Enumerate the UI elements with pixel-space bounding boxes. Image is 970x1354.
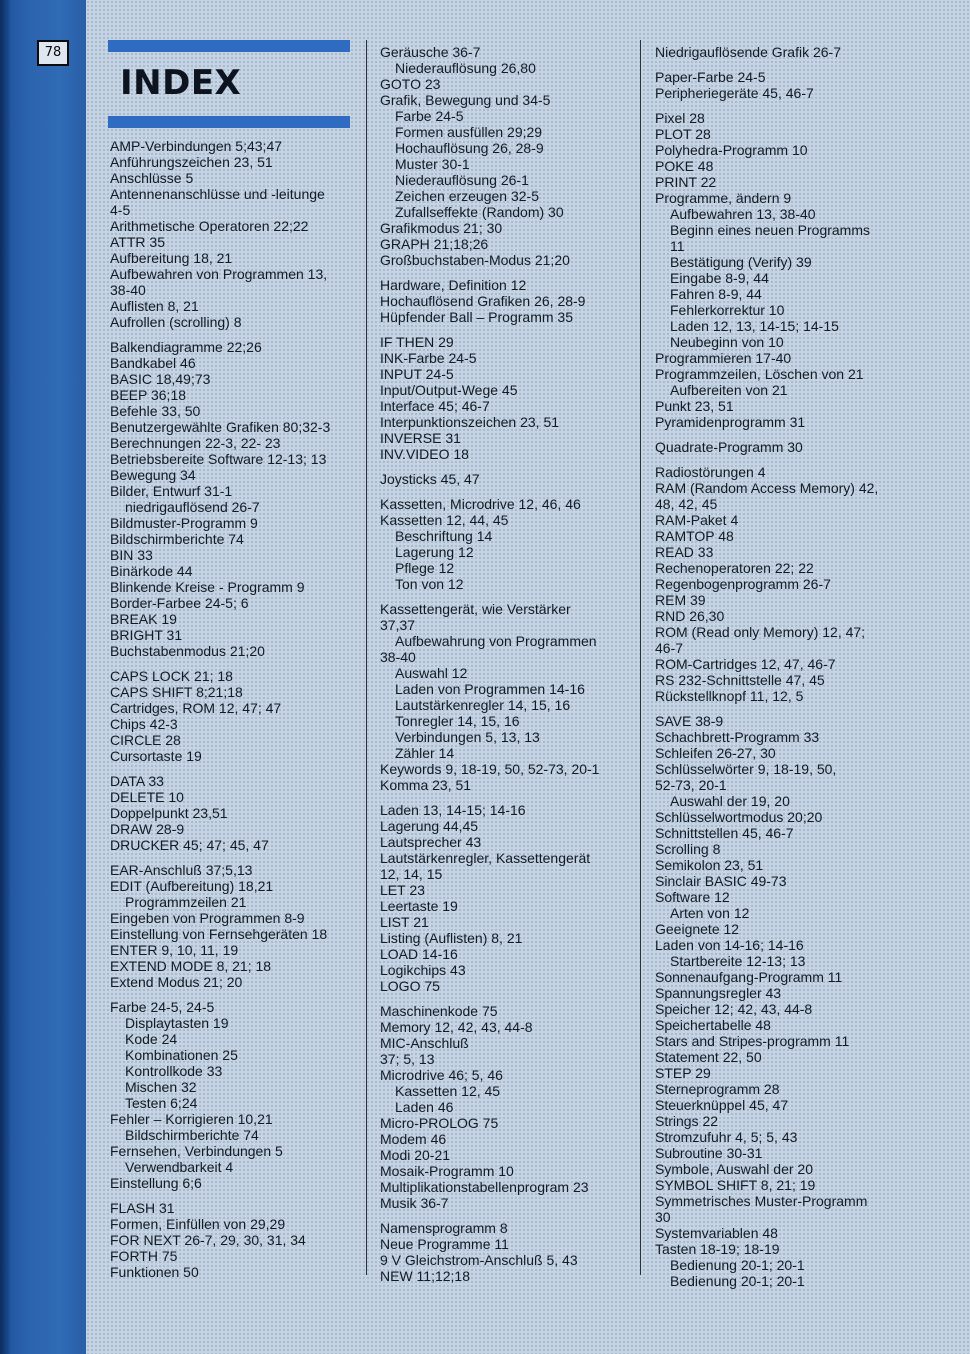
index-entry: 4-5	[110, 202, 131, 218]
index-entry: Lautsprecher 43	[380, 834, 482, 850]
index-entry: Modi 20-21	[380, 1147, 451, 1163]
index-entry: NEW 11;12;18	[380, 1268, 471, 1284]
page-title: INDEX	[120, 63, 242, 103]
index-entry: Aufbereitung 18, 21	[110, 250, 233, 266]
index-entry: Fernsehen, Verbindungen 5	[110, 1143, 283, 1159]
index-subentry: Lautstärkenregler 14, 15, 16	[395, 697, 571, 713]
index-entry: Steuerknüppel 45, 47	[655, 1097, 789, 1113]
index-entry: Bilder, Entwurf 31-1	[110, 483, 233, 499]
index-subentry: Hochauflösung 26, 28-9	[395, 140, 544, 156]
index-entry: FOR NEXT 26-7, 29, 30, 31, 34	[110, 1232, 306, 1248]
index-entry: BREAK 19	[110, 611, 177, 627]
index-entry: Geräusche 36-7	[380, 44, 481, 60]
index-entry: Schlüsselwortmodus 20;20	[655, 809, 823, 825]
index-entry: 37,37	[380, 617, 416, 633]
index-entry: SAVE 38-9	[655, 713, 724, 729]
index-entry: REM 39	[655, 592, 706, 608]
index-entry: Sonnenaufgang-Programm 11	[655, 969, 843, 985]
index-entry: Komma 23, 51	[380, 777, 472, 793]
index-subentry: Bildschirmberichte 74	[125, 1127, 259, 1143]
index-entry: Funktionen 50	[110, 1264, 199, 1280]
index-entry: Microdrive 46; 5, 46	[380, 1067, 503, 1083]
index-subentry: Bedienung 20-1; 20-1	[670, 1257, 805, 1273]
page-number: 78	[37, 40, 69, 66]
index-entry: FORTH 75	[110, 1248, 178, 1264]
index-subentry: Muster 30-1	[395, 156, 470, 172]
index-entry: Tasten 18-19; 18-19	[655, 1241, 780, 1257]
index-entry: PRINT 22	[655, 174, 717, 190]
index-entry: Micro-PROLOG 75	[380, 1115, 499, 1131]
index-entry: Semikolon 23, 51	[655, 857, 764, 873]
index-subentry: Kassetten 12, 45	[395, 1083, 501, 1099]
index-entry: IF THEN 29	[380, 334, 454, 350]
index-entry: DRUCKER 45; 47; 45, 47	[110, 837, 269, 853]
index-entry: Balkendiagramme 22;26	[110, 339, 262, 355]
index-subentry: Fahren 8-9, 44	[670, 286, 762, 302]
index-entry: Hochauflösend Grafiken 26, 28-9	[380, 293, 586, 309]
index-entry: POKE 48	[655, 158, 714, 174]
index-entry: Pixel 28	[655, 110, 705, 126]
index-entry: Programme, ändern 9	[655, 190, 792, 206]
index-subentry: Formen ausfüllen 29;29	[395, 124, 543, 140]
index-entry: Input/Output-Wege 45	[380, 382, 518, 398]
index-entry: FLASH 31	[110, 1200, 175, 1216]
index-entry: Schlüsselwörter 9, 18-19, 50,	[655, 761, 837, 777]
index-subentry: Verbindungen 5, 13, 13	[395, 729, 540, 745]
index-entry: Hüpfender Ball – Programm 35	[380, 309, 573, 325]
index-entry: Anschlüsse 5	[110, 170, 194, 186]
index-entry: RND 26,30	[655, 608, 725, 624]
index-entry: ATTR 35	[110, 234, 165, 250]
index-entry: Arithmetische Operatoren 22;22	[110, 218, 309, 234]
index-entry: EAR-Anschluß 37;5,13	[110, 862, 253, 878]
index-entry: Software 12	[655, 889, 730, 905]
index-entry: STEP 29	[655, 1065, 711, 1081]
index-entry: Pyramidenprogramm 31	[655, 414, 806, 430]
index-entry: Modem 46	[380, 1131, 447, 1147]
index-entry: 46-7	[655, 640, 684, 656]
index-entry: GOTO 23	[380, 76, 441, 92]
index-entry: Geeignete 12	[655, 921, 740, 937]
index-entry: 37; 5, 13	[380, 1051, 435, 1067]
index-entry: Formen, Einfüllen von 29,29	[110, 1216, 286, 1232]
index-column-2	[380, 44, 599, 1284]
index-entry: 38-40	[110, 282, 146, 298]
index-entry: Cartridges, ROM 12, 47; 47	[110, 700, 282, 716]
index-subentry: Ton von 12	[395, 576, 464, 592]
index-subentry: Zeichen erzeugen 32-5	[395, 188, 539, 204]
index-entry: Punkt 23, 51	[655, 398, 734, 414]
index-entry: Grafikmodus 21; 30	[380, 220, 503, 236]
index-entry: 9 V Gleichstrom-Anschluß 5, 43	[380, 1252, 578, 1268]
index-subentry: Laden von Programmen 14-16	[395, 681, 585, 697]
index-entry: Hardware, Definition 12	[380, 277, 527, 293]
index-entry: DELETE 10	[110, 789, 184, 805]
index-entry: GRAPH 21;18;26	[380, 236, 489, 252]
index-entry: Statement 22, 50	[655, 1049, 762, 1065]
index-entry: READ 33	[655, 544, 714, 560]
index-subentry: Tonregler 14, 15, 16	[395, 713, 520, 729]
index-entry: CIRCLE 28	[110, 732, 181, 748]
index-entry: Stromzufuhr 4, 5; 5, 43	[655, 1129, 798, 1145]
index-entry: Blinkende Kreise - Programm 9	[110, 579, 305, 595]
index-entry: Musik 36-7	[380, 1195, 449, 1211]
index-entry: Interface 45; 46-7	[380, 398, 490, 414]
index-entry: Anführungszeichen 23, 51	[110, 154, 273, 170]
index-entry: Interpunktionszeichen 23, 51	[380, 414, 560, 430]
index-entry: DATA 33	[110, 773, 164, 789]
index-entry: INV.VIDEO 18	[380, 446, 469, 462]
index-entry: Symmetrisches Muster-Programm	[655, 1193, 868, 1209]
index-subentry: Lagerung 12	[395, 544, 474, 560]
index-entry: Buchstabenmodus 21;20	[110, 643, 265, 659]
index-entry: Chips 42-3	[110, 716, 178, 732]
index-entry: LET 23	[380, 882, 425, 898]
index-subentry: Bestätigung (Verify) 39	[670, 254, 812, 270]
index-entry: Rechenoperatoren 22; 22	[655, 560, 814, 576]
index-entry: Bildmuster-Programm 9	[110, 515, 258, 531]
index-entry: RAM-Paket 4	[655, 512, 739, 528]
index-entry: EXTEND MODE 8, 21; 18	[110, 958, 272, 974]
index-entry: Lautstärkenregler, Kassettengerät	[380, 850, 591, 866]
index-entry: Grafik, Bewegung und 34-5	[380, 92, 551, 108]
index-entry: Programmieren 17-40	[655, 350, 792, 366]
index-entry: Schachbrett-Programm 33	[655, 729, 820, 745]
index-entry: Joysticks 45, 47	[380, 471, 480, 487]
index-subentry: 11	[670, 238, 685, 254]
column-divider	[366, 40, 367, 1275]
index-entry: ROM (Read only Memory) 12, 47;	[655, 624, 866, 640]
index-entry: Peripheriegeräte 45, 46-7	[655, 85, 814, 101]
index-entry: Speichertabelle 48	[655, 1017, 771, 1033]
index-subentry: Auswahl 12	[395, 665, 468, 681]
index-entry: Farbe 24-5, 24-5	[110, 999, 215, 1015]
index-column-3	[655, 44, 878, 1289]
index-entry: Großbuchstaben-Modus 21;20	[380, 252, 570, 268]
index-entry: Subroutine 30-31	[655, 1145, 763, 1161]
index-entry: Maschinenkode 75	[380, 1003, 498, 1019]
index-subentry: niedrigauflösend 26-7	[125, 499, 260, 515]
index-subentry: Mischen 32	[125, 1079, 197, 1095]
index-entry: Rückstellknopf 11, 12, 5	[655, 688, 804, 704]
index-entry: Stars and Stripes-programm 11	[655, 1033, 850, 1049]
index-subentry: Auswahl der 19, 20	[670, 793, 790, 809]
index-entry: Memory 12, 42, 43, 44-8	[380, 1019, 533, 1035]
index-entry: Neue Programme 11	[380, 1236, 509, 1252]
index-subentry: Programmzeilen 21	[125, 894, 247, 910]
index-entry: Speicher 12; 42, 43, 44-8	[655, 1001, 813, 1017]
index-entry: Eingeben von Programmen 8-9	[110, 910, 305, 926]
title-bar-top	[108, 40, 350, 52]
index-subentry: Kontrollkode 33	[125, 1063, 223, 1079]
index-subentry: Bedienung 20-1; 20-1	[670, 1273, 805, 1289]
index-entry: Leertaste 19	[380, 898, 458, 914]
index-entry: ENTER 9, 10, 11, 19	[110, 942, 239, 958]
index-entry: Befehle 33, 50	[110, 403, 201, 419]
index-entry: Paper-Farbe 24-5	[655, 69, 766, 85]
index-entry: Bildschirmberichte 74	[110, 531, 244, 547]
title-bar-bottom	[108, 116, 350, 128]
index-subentry: Kombinationen 25	[125, 1047, 238, 1063]
index-subentry: Testen 6;24	[125, 1095, 198, 1111]
index-entry: CAPS LOCK 21; 18	[110, 668, 233, 684]
index-entry: 12, 14, 15	[380, 866, 443, 882]
index-entry: MIC-Anschluß	[380, 1035, 469, 1051]
index-entry: AMP-Verbindungen 5;43;47	[110, 138, 283, 154]
index-entry: Logikchips 43	[380, 962, 466, 978]
index-subentry: Verwendbarkeit 4	[125, 1159, 234, 1175]
index-entry: Lagerung 44,45	[380, 818, 479, 834]
index-entry: Sterneprogramm 28	[655, 1081, 780, 1097]
index-entry: Multiplikationstabellenprogram 23	[380, 1179, 589, 1195]
index-entry: BEEP 36;18	[110, 387, 187, 403]
index-entry: LOGO 75	[380, 978, 440, 994]
index-entry: Niedrigauflösende Grafik 26-7	[655, 44, 841, 60]
index-entry: BRIGHT 31	[110, 627, 183, 643]
index-subentry: Aufbereiten von 21	[670, 382, 788, 398]
index-entry: Symbole, Auswahl der 20	[655, 1161, 813, 1177]
index-entry: Auflisten 8, 21	[110, 298, 199, 314]
index-subentry: Neubeginn von 10	[670, 334, 784, 350]
index-entry: LIST 21	[380, 914, 429, 930]
index-entry: Scrolling 8	[655, 841, 721, 857]
index-entry: RS 232-Schnittstelle 47, 45	[655, 672, 825, 688]
index-subentry: Aufbewahrung von Programmen	[395, 633, 597, 649]
index-entry: Einstellung von Fernsehgeräten 18	[110, 926, 328, 942]
index-entry: Strings 22	[655, 1113, 719, 1129]
index-entry: Aufrollen (scrolling) 8	[110, 314, 242, 330]
index-entry: 48, 42, 45	[655, 496, 718, 512]
index-subentry: Niederauflösung 26,80	[395, 60, 536, 76]
book-spine	[0, 0, 86, 1354]
index-subentry: Kode 24	[125, 1031, 178, 1047]
index-entry: 38-40	[380, 649, 416, 665]
index-entry: CAPS SHIFT 8;21;18	[110, 684, 243, 700]
index-entry: Einstellung 6;6	[110, 1175, 202, 1191]
index-entry: Regenbogenprogramm 26-7	[655, 576, 831, 592]
index-subentry: Aufbewahren 13, 38-40	[670, 206, 816, 222]
index-entry: Keywords 9, 18-19, 50, 52-73, 20-1	[380, 761, 600, 777]
index-entry: Doppelpunkt 23,51	[110, 805, 228, 821]
index-entry: Quadrate-Programm 30	[655, 439, 803, 455]
index-entry: EDIT (Aufbereitung) 18,21	[110, 878, 274, 894]
index-entry: BASIC 18,49;73	[110, 371, 211, 387]
index-entry: Namensprogramm 8	[380, 1220, 508, 1236]
index-entry: Mosaik-Programm 10	[380, 1163, 514, 1179]
index-entry: Kassetten, Microdrive 12, 46, 46	[380, 496, 581, 512]
index-subentry: Beschriftung 14	[395, 528, 493, 544]
index-entry: INVERSE 31	[380, 430, 461, 446]
index-entry: Listing (Auflisten) 8, 21	[380, 930, 523, 946]
index-entry: Sinclair BASIC 49-73	[655, 873, 787, 889]
index-entry: Systemvariablen 48	[655, 1225, 778, 1241]
index-subentry: Laden 12, 13, 14-15; 14-15	[670, 318, 839, 334]
index-column-1	[110, 138, 330, 1280]
index-entry: Antennenanschlüsse und -leitunge	[110, 186, 325, 202]
index-entry: INK-Farbe 24-5	[380, 350, 477, 366]
index-subentry: Displaytasten 19	[125, 1015, 229, 1031]
index-entry: PLOT 28	[655, 126, 711, 142]
index-entry: Programmzeilen, Löschen von 21	[655, 366, 864, 382]
index-entry: Border-Farbee 24-5; 6	[110, 595, 249, 611]
index-entry: Aufbewahren von Programmen 13,	[110, 266, 328, 282]
index-entry: Betriebsbereite Software 12-13; 13	[110, 451, 327, 467]
index-subentry: Startbereite 12-13; 13	[670, 953, 806, 969]
index-entry: Bewegung 34	[110, 467, 196, 483]
index-entry: 30	[655, 1209, 671, 1225]
index-entry: 52-73, 20-1	[655, 777, 727, 793]
index-entry: Kassetten 12, 44, 45	[380, 512, 509, 528]
index-entry: Fehler – Korrigieren 10,21	[110, 1111, 273, 1127]
index-entry: Laden von 14-16; 14-16	[655, 937, 804, 953]
index-entry: RAM (Random Access Memory) 42,	[655, 480, 879, 496]
column-divider	[640, 40, 641, 1275]
index-subentry: Fehlerkorrektur 10	[670, 302, 785, 318]
index-entry: INPUT 24-5	[380, 366, 454, 382]
index-entry: ROM-Cartridges 12, 47, 46-7	[655, 656, 836, 672]
index-entry: Cursortaste 19	[110, 748, 202, 764]
index-entry: BIN 33	[110, 547, 153, 563]
index-entry: Radiostörungen 4	[655, 464, 766, 480]
index-subentry: Niederauflösung 26-1	[395, 172, 529, 188]
index-subentry: Beginn eines neuen Programms	[670, 222, 871, 238]
index-entry: Laden 13, 14-15; 14-16	[380, 802, 526, 818]
index-subentry: Zufallseffekte (Random) 30	[395, 204, 564, 220]
index-subentry: Arten von 12	[670, 905, 750, 921]
index-entry: Schleifen 26-27, 30	[655, 745, 776, 761]
index-entry: Schnittstellen 45, 46-7	[655, 825, 794, 841]
index-entry: SYMBOL SHIFT 8, 21; 19	[655, 1177, 816, 1193]
index-entry: Berechnungen 22-3, 22- 23	[110, 435, 281, 451]
index-entry: Binärkode 44	[110, 563, 193, 579]
index-entry: Polyhedra-Programm 10	[655, 142, 808, 158]
spine-edge	[0, 0, 10, 1354]
index-entry: Benutzergewählte Grafiken 80;32-3	[110, 419, 331, 435]
index-entry: DRAW 28-9	[110, 821, 185, 837]
index-subentry: Pflege 12	[395, 560, 455, 576]
index-subentry: Zähler 14	[395, 745, 455, 761]
index-subentry: Laden 46	[395, 1099, 454, 1115]
index-entry: Spannungsregler 43	[655, 985, 782, 1001]
index-entry: Extend Modus 21; 20	[110, 974, 243, 990]
index-entry: LOAD 14-16	[380, 946, 458, 962]
index-entry: Kassettengerät, wie Verstärker	[380, 601, 571, 617]
index-entry: RAMTOP 48	[655, 528, 734, 544]
index-subentry: Eingabe 8-9, 44	[670, 270, 769, 286]
index-entry: Bandkabel 46	[110, 355, 196, 371]
index-subentry: Farbe 24-5	[395, 108, 464, 124]
